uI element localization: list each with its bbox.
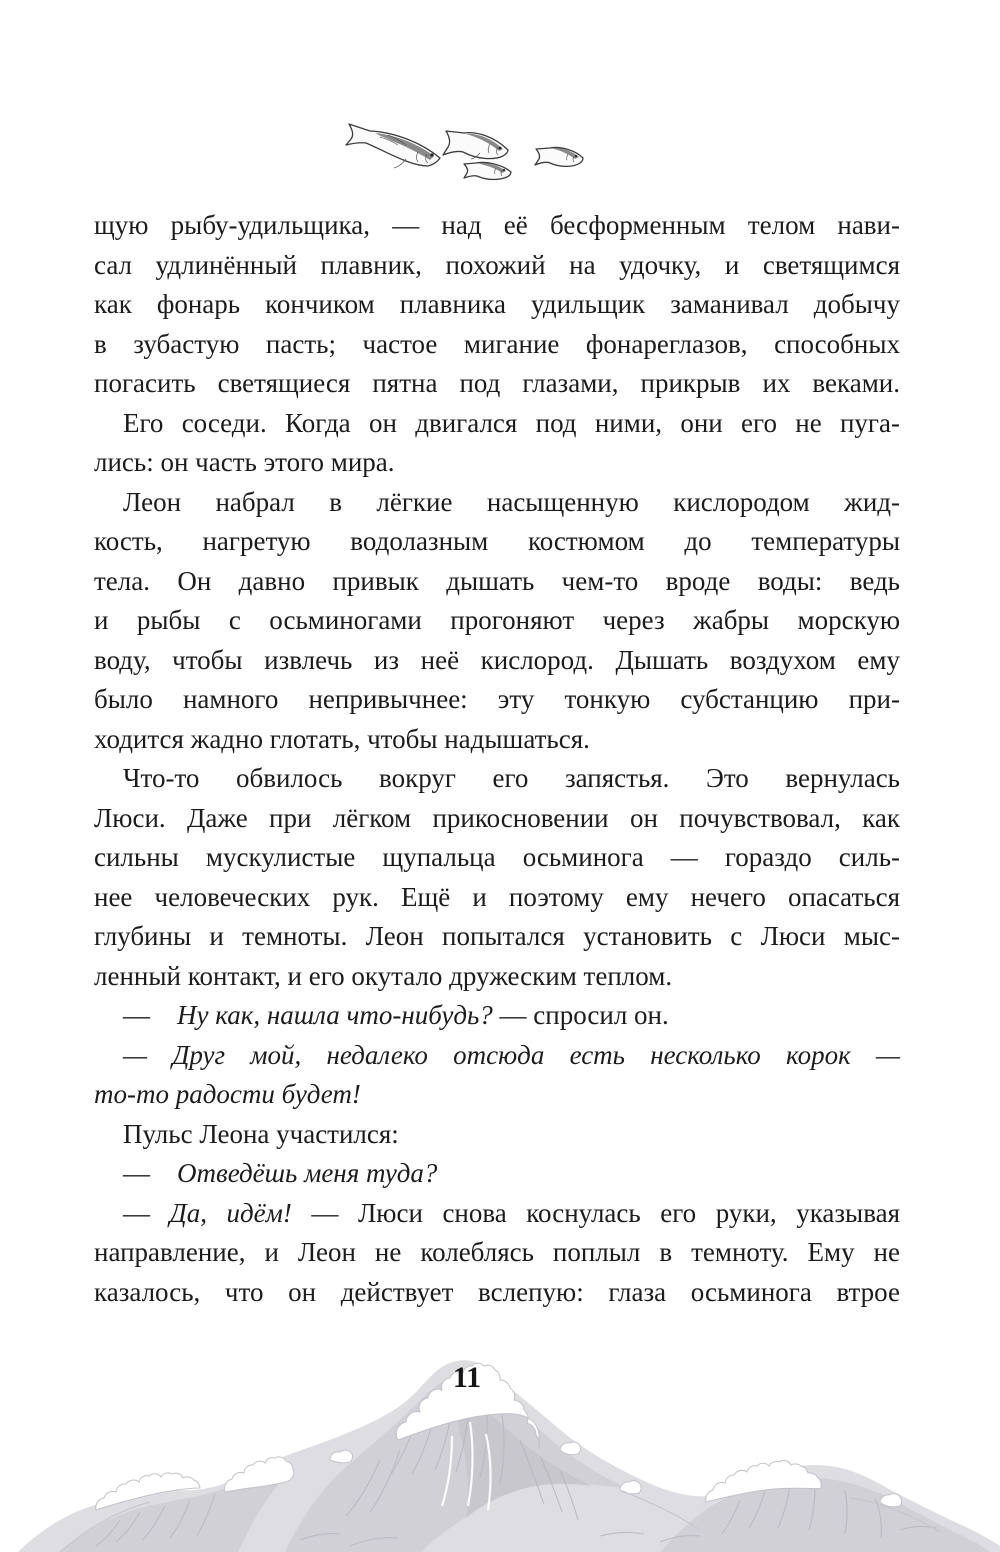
text-line [94,1233,900,1273]
text-line [94,601,900,641]
body-text: — спросил он. [492,1000,669,1030]
dialogue-italic-text: Да, идём! [169,1197,292,1228]
body-text: — [123,1158,177,1188]
text-line [94,1194,900,1234]
body-text: тела. Он давно привык дышать чем-то вроде воды: ведь [94,565,900,596]
body-text: как фонарь кончиком плавника удильщик заманивал добычу [94,289,900,319]
fish-school-sketch [330,105,610,195]
dialogue-italic-text: Отведёшь меня туда? [177,1158,438,1188]
text-line [94,957,900,997]
body-text: казалось, что он действует вслепую: глаза осьминога втрое [94,1276,900,1307]
text-line [94,641,900,681]
body-text: воду, чтобы извлечь из неё кислород. Дышать воздухом ему [94,644,900,675]
body-text: сильны мускулистые щупальца осьминога — гораздо силь- [94,842,900,872]
text-line [94,838,900,878]
body-text: погасить светящиеся пятна под глазами, прикрыв их веками. [94,368,900,398]
text-line [94,246,900,286]
paragraph [94,1194,900,1313]
text-line [94,562,900,602]
body-text: и рыбы с осьминогами прогоняют через жабры морскую [94,605,900,635]
fish-illustration [330,105,610,195]
text-line [94,483,900,523]
body-text: глубины и темноты. Леон попытался установить с Люси мыс- [94,921,900,951]
text-block [94,206,900,1312]
paragraph [94,1154,900,1194]
text-line [94,996,900,1036]
dialogue-italic-text: Ну как, нашла что-нибудь? [177,1000,493,1030]
paragraph [94,759,900,996]
text-line [94,680,900,720]
body-text: лись: он часть этого мира. [94,447,395,477]
page-number: 11 [452,1361,482,1394]
text-line [94,917,900,957]
body-text: Люси. Даже при лёгком прикосновении он почувствовал, как [94,802,900,833]
text-line [94,522,900,562]
text-line [94,206,900,246]
text-line [94,1036,900,1076]
body-text: в зубастую пасть; частое мигание фонареглазов, способных [94,328,900,359]
body-text: — [123,1197,170,1228]
body-text: ходится жадно глотать, чтобы надышаться. [94,723,590,754]
text-line [94,364,900,404]
body-text: направление, и Леон не колеблясь поплыл в темноту. Ему не [94,1237,900,1267]
text-line [94,799,900,839]
body-text: Пульс Леона участился: [123,1118,399,1149]
text-line [94,285,900,325]
paragraph [94,483,900,760]
text-line [94,1075,900,1115]
paragraph [94,996,900,1036]
text-line [94,404,900,444]
text-line [94,878,900,918]
text-line [94,325,900,365]
paragraph [94,206,900,404]
dialogue-italic-text: то-то радости будет! [94,1079,361,1109]
text-line [94,1273,900,1313]
paragraph [94,1115,900,1155]
text-line [94,759,900,799]
text-line [94,1115,900,1155]
text-line [94,443,900,483]
body-text: сал удлинённый плавник, похожий на удочку, и светящимся [94,249,900,280]
body-text: Его соседи. Когда он двигался под ними, они его не пуга- [123,407,900,438]
body-text: Леон набрал в лёгкие насыщенную кислородом жид- [123,486,900,517]
paragraph [94,404,900,483]
body-text: — [123,1000,177,1030]
text-line [94,720,900,760]
body-text: Что-то обвилось вокруг его запястья. Это вернулась [123,763,900,793]
body-text: ленный контакт, и его окутало дружеским теплом. [94,960,673,991]
text-line [94,1154,900,1194]
body-text: кость, нагретую водолазным костюмом до температуры [94,526,900,556]
paragraph [94,1036,900,1115]
body-text: щую рыбу-удильщика, — над её бесформенным телом нави- [94,210,900,240]
body-text: было намного непривычнее: эту тонкую субстанцию при- [94,684,900,714]
body-text: нее человеческих рук. Ещё и поэтому ему нечего опасаться [94,881,900,912]
body-text: — Люси снова коснулась его руки, указывая [291,1197,900,1228]
dialogue-italic-text: — Друг мой, недалеко отсюда есть несколько корок — [123,1039,900,1070]
